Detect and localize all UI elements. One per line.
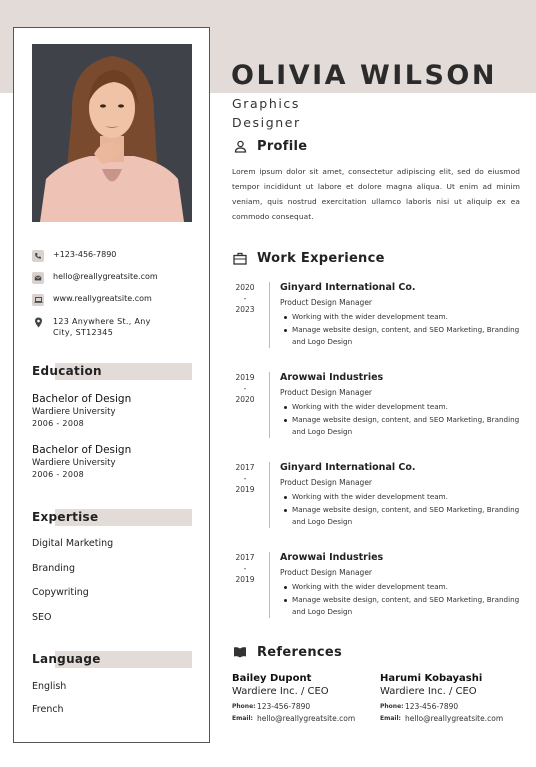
year-end: 2023 xyxy=(235,305,255,314)
profile-heading xyxy=(232,138,307,154)
job-entry xyxy=(232,282,522,362)
phone-text: +123-456-7890 xyxy=(53,250,117,259)
timeline-line xyxy=(269,552,270,618)
mail-icon xyxy=(32,272,44,284)
bullet-item: Manage website design, content, and SEO Marketing, Branding and Logo Design xyxy=(292,324,524,349)
year-start: 2017 xyxy=(235,553,255,562)
reference-phone xyxy=(232,701,382,713)
job-role xyxy=(232,94,301,132)
language-heading xyxy=(32,651,192,668)
phone-icon xyxy=(32,250,44,262)
list-item: French xyxy=(32,704,64,715)
phone-value: 123-456-7890 xyxy=(257,702,311,711)
expertise-title: Expertise xyxy=(32,510,99,524)
job-years xyxy=(232,552,258,585)
company-name: Arowwai Industries xyxy=(280,552,384,563)
bullet-item: Manage website design, content, and SEO Marketing, Branding and Logo Design xyxy=(292,504,524,529)
role-line1: Graphics xyxy=(232,96,301,111)
year-dash: - xyxy=(243,564,247,573)
job-years xyxy=(232,282,258,315)
job-bullets xyxy=(292,311,524,349)
bullet-item: Working with the wider development team. xyxy=(292,311,524,324)
list-item: Branding xyxy=(32,562,75,574)
person-name: OLIVIA WILSON xyxy=(231,60,497,91)
phone-label: Phone: xyxy=(380,703,404,710)
year-dash: - xyxy=(243,294,247,303)
list-item: Copywriting xyxy=(32,587,89,598)
job-bullets xyxy=(292,491,524,529)
briefcase-icon xyxy=(232,250,248,266)
contact-address xyxy=(32,316,202,346)
year-end: 2019 xyxy=(235,485,255,494)
references-title: References xyxy=(257,644,343,660)
bullet-item: Working with the wider development team. xyxy=(292,401,524,414)
company-name: Arowwai Industries xyxy=(280,372,384,383)
reference-company: Wardiere Inc. / CEO xyxy=(380,686,477,697)
year-end: 2020 xyxy=(235,395,255,404)
experience-heading xyxy=(232,250,385,266)
reference-email xyxy=(380,713,520,725)
job-bullets xyxy=(292,581,524,619)
phone-value: 123-456-7890 xyxy=(405,702,459,711)
person-icon xyxy=(232,138,248,154)
year-dash: - xyxy=(243,384,247,393)
list-item: English xyxy=(32,681,67,692)
reference-phone xyxy=(380,701,520,713)
job-title: Product Design Manager xyxy=(280,388,373,397)
website-text: www.reallygreatsite.com xyxy=(53,294,152,303)
email-value: hello@reallygreatsite.com xyxy=(405,714,504,723)
contact-phone xyxy=(32,250,202,272)
language-list xyxy=(32,681,202,727)
contact-website xyxy=(32,294,202,316)
reference-email xyxy=(232,713,382,725)
reference-card xyxy=(232,673,382,725)
email-value: hello@reallygreatsite.com xyxy=(257,714,356,723)
education-title: Education xyxy=(32,364,102,378)
email-label: Email: xyxy=(380,715,401,722)
job-title: Product Design Manager xyxy=(280,298,373,307)
timeline-line xyxy=(269,372,270,438)
education-item xyxy=(32,393,202,428)
years: 2006 - 2008 xyxy=(32,419,84,428)
expertise-heading xyxy=(32,509,192,526)
reference-name: Harumi Kobayashi xyxy=(380,673,483,684)
job-bullets xyxy=(292,401,524,439)
role-line2: Designer xyxy=(232,115,301,130)
bullet-item: Working with the wider development team. xyxy=(292,491,524,504)
bullet-item: Manage website design, content, and SEO Marketing, Branding and Logo Design xyxy=(292,594,524,619)
year-start: 2019 xyxy=(235,373,255,382)
contact-list xyxy=(32,250,202,346)
expertise-list xyxy=(32,538,202,636)
profile-text: Lorem ipsum dolor sit amet, consectetur adipiscing elit, sed do eiusmod tempor incididunt ut labore et dolore magna aliqua. Ut enim ad minim veniam, quis nostrud exercitation ullamco laboris nisi ut aliquip ex ea commodo consequat. xyxy=(232,167,520,221)
reference-company: Wardiere Inc. / CEO xyxy=(232,686,329,697)
bullet-item: Manage website design, content, and SEO Marketing, Branding and Logo Design xyxy=(292,414,524,439)
year-start: 2020 xyxy=(235,283,255,292)
year-dash: - xyxy=(243,474,247,483)
education-item xyxy=(32,444,202,479)
school: Wardiere University xyxy=(32,407,116,417)
profile-title: Profile xyxy=(257,138,308,154)
job-years xyxy=(232,462,258,495)
sidebar xyxy=(13,27,210,743)
list-item: SEO xyxy=(32,611,52,623)
phone-label: Phone: xyxy=(232,703,256,710)
laptop-icon xyxy=(32,294,44,306)
year-start: 2017 xyxy=(235,463,255,472)
reference-card xyxy=(380,673,520,725)
bullet-item: Working with the wider development team. xyxy=(292,581,524,594)
job-entry xyxy=(232,552,522,632)
address-line2: City, ST12345 xyxy=(53,328,114,337)
timeline-line xyxy=(269,282,270,348)
year-end: 2019 xyxy=(235,575,255,584)
references-heading xyxy=(232,644,342,660)
list-item: Digital Marketing xyxy=(32,538,114,549)
education-heading xyxy=(32,363,192,380)
degree: Bachelor of Design xyxy=(32,444,132,456)
address-line1: 123 Anywhere St., Any xyxy=(53,317,151,326)
profile-photo xyxy=(32,44,192,222)
job-title: Product Design Manager xyxy=(280,478,373,487)
book-icon xyxy=(232,644,248,660)
experience-title: Work Experience xyxy=(257,250,385,266)
reference-name: Bailey Dupont xyxy=(232,673,312,684)
company-name: Ginyard International Co. xyxy=(280,282,416,293)
years: 2006 - 2008 xyxy=(32,470,84,479)
email-text: hello@reallygreatsite.com xyxy=(53,272,158,281)
location-pin-icon xyxy=(32,316,44,328)
timeline-line xyxy=(269,462,270,528)
contact-email xyxy=(32,272,202,294)
degree: Bachelor of Design xyxy=(32,393,132,405)
company-name: Ginyard International Co. xyxy=(280,462,416,473)
email-label: Email: xyxy=(232,715,253,722)
job-entry xyxy=(232,372,522,452)
language-title: Language xyxy=(32,652,101,666)
job-entry xyxy=(232,462,522,542)
job-years xyxy=(232,372,258,405)
school: Wardiere University xyxy=(32,458,116,468)
job-title: Product Design Manager xyxy=(280,568,373,577)
